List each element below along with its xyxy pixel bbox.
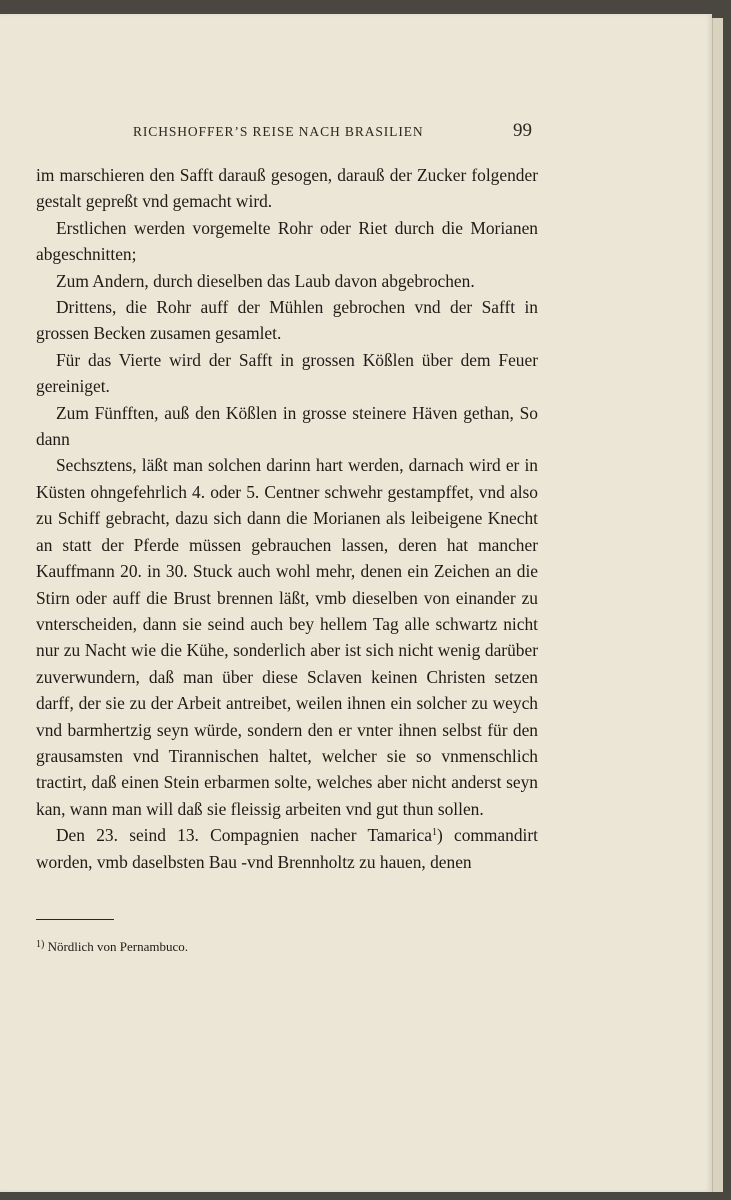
paragraph-text: ) commandirt worden, vmb daselbsten Bau -vnd Brennholtz zu hauen, denen [36,825,539,872]
paragraph: Zum Fünfften, auß den Kößlen in grosse steinere Häven gethan, So dann [36,402,538,450]
paragraph: im marschieren den Safft darauß gesogen, darauß der Zucker folgender gestalt gepreßt vnd gemacht wird. [36,165,538,212]
paragraph: Zum Andern, durch dieselben das Laub davon abgebrochen. [56,270,475,291]
footnote [36,939,188,955]
running-head-title: RICHSHOFFER’S REISE NACH BRASILIEN [133,124,424,139]
paragraph: Erstlichen werden vorgemelte Rohr oder Riet durch die Morianen abgeschnitten; [36,217,538,265]
page-number: 99 [513,120,532,141]
footnote-divider [36,919,114,920]
footnote-mark: 1) [36,939,45,950]
running-head [0,122,712,146]
paragraph-text: Den 23. seind 13. Compagnien nacher Tamarica [56,825,432,846]
footnote-reference: 1 [431,827,437,839]
page-edge [712,18,723,1192]
body-text [36,162,538,875]
book-page [0,14,712,1192]
paragraph: Für das Vierte wird der Safft in grossen Kößlen über dem Feuer gereiniget. [36,349,538,397]
footnote-text: Nördlich von Pernambuco. [47,939,189,954]
paragraph: Sechsztens, läßt man solchen darinn hart werden, darnach wird er in Küsten ohngefehrlich 4. oder 5. Centner schwehr gestampffet, vnd also zu Schiff gebracht, dazu sich dann die Morianen als leibeigene Knecht an statt der Pferde müssen gebrauchen lassen, deren hat mancher Kauffmann 20. in 30. Stuck auch wohl mehr, denen ein Zeichen an die Stirn oder auff die Brust brennen läßt, vmb dieselben von einander zu vnterscheiden, dann sie seind auch bey hellem Tag alle schwartz nicht nur zu Nacht wie die Kühe, sonderlich aber ist sich nicht wenig darüber zuverwundern, daß man über diese Sclaven keinen Christen setzen darff, der sie zu der Arbeit antreibet, weilen ihnen ein solcher zu weych vnd barmhertzig seyn würde, sondern den er vnter ihnen selbst für den grausamsten vnd Tirannischen haltet, welcher sie so vnmenschlich tractirt, daß einen Stein erbarmen solte, welches aber nicht anderst seyn kan, wann man will daß sie fleissig arbeiten vnd gut thun sollen. [36,455,538,819]
paragraph-with-note [36,822,538,875]
paragraph: Drittens, die Rohr auff der Mühlen gebrochen vnd der Safft in grossen Becken zusamen gesamlet. [36,297,538,344]
